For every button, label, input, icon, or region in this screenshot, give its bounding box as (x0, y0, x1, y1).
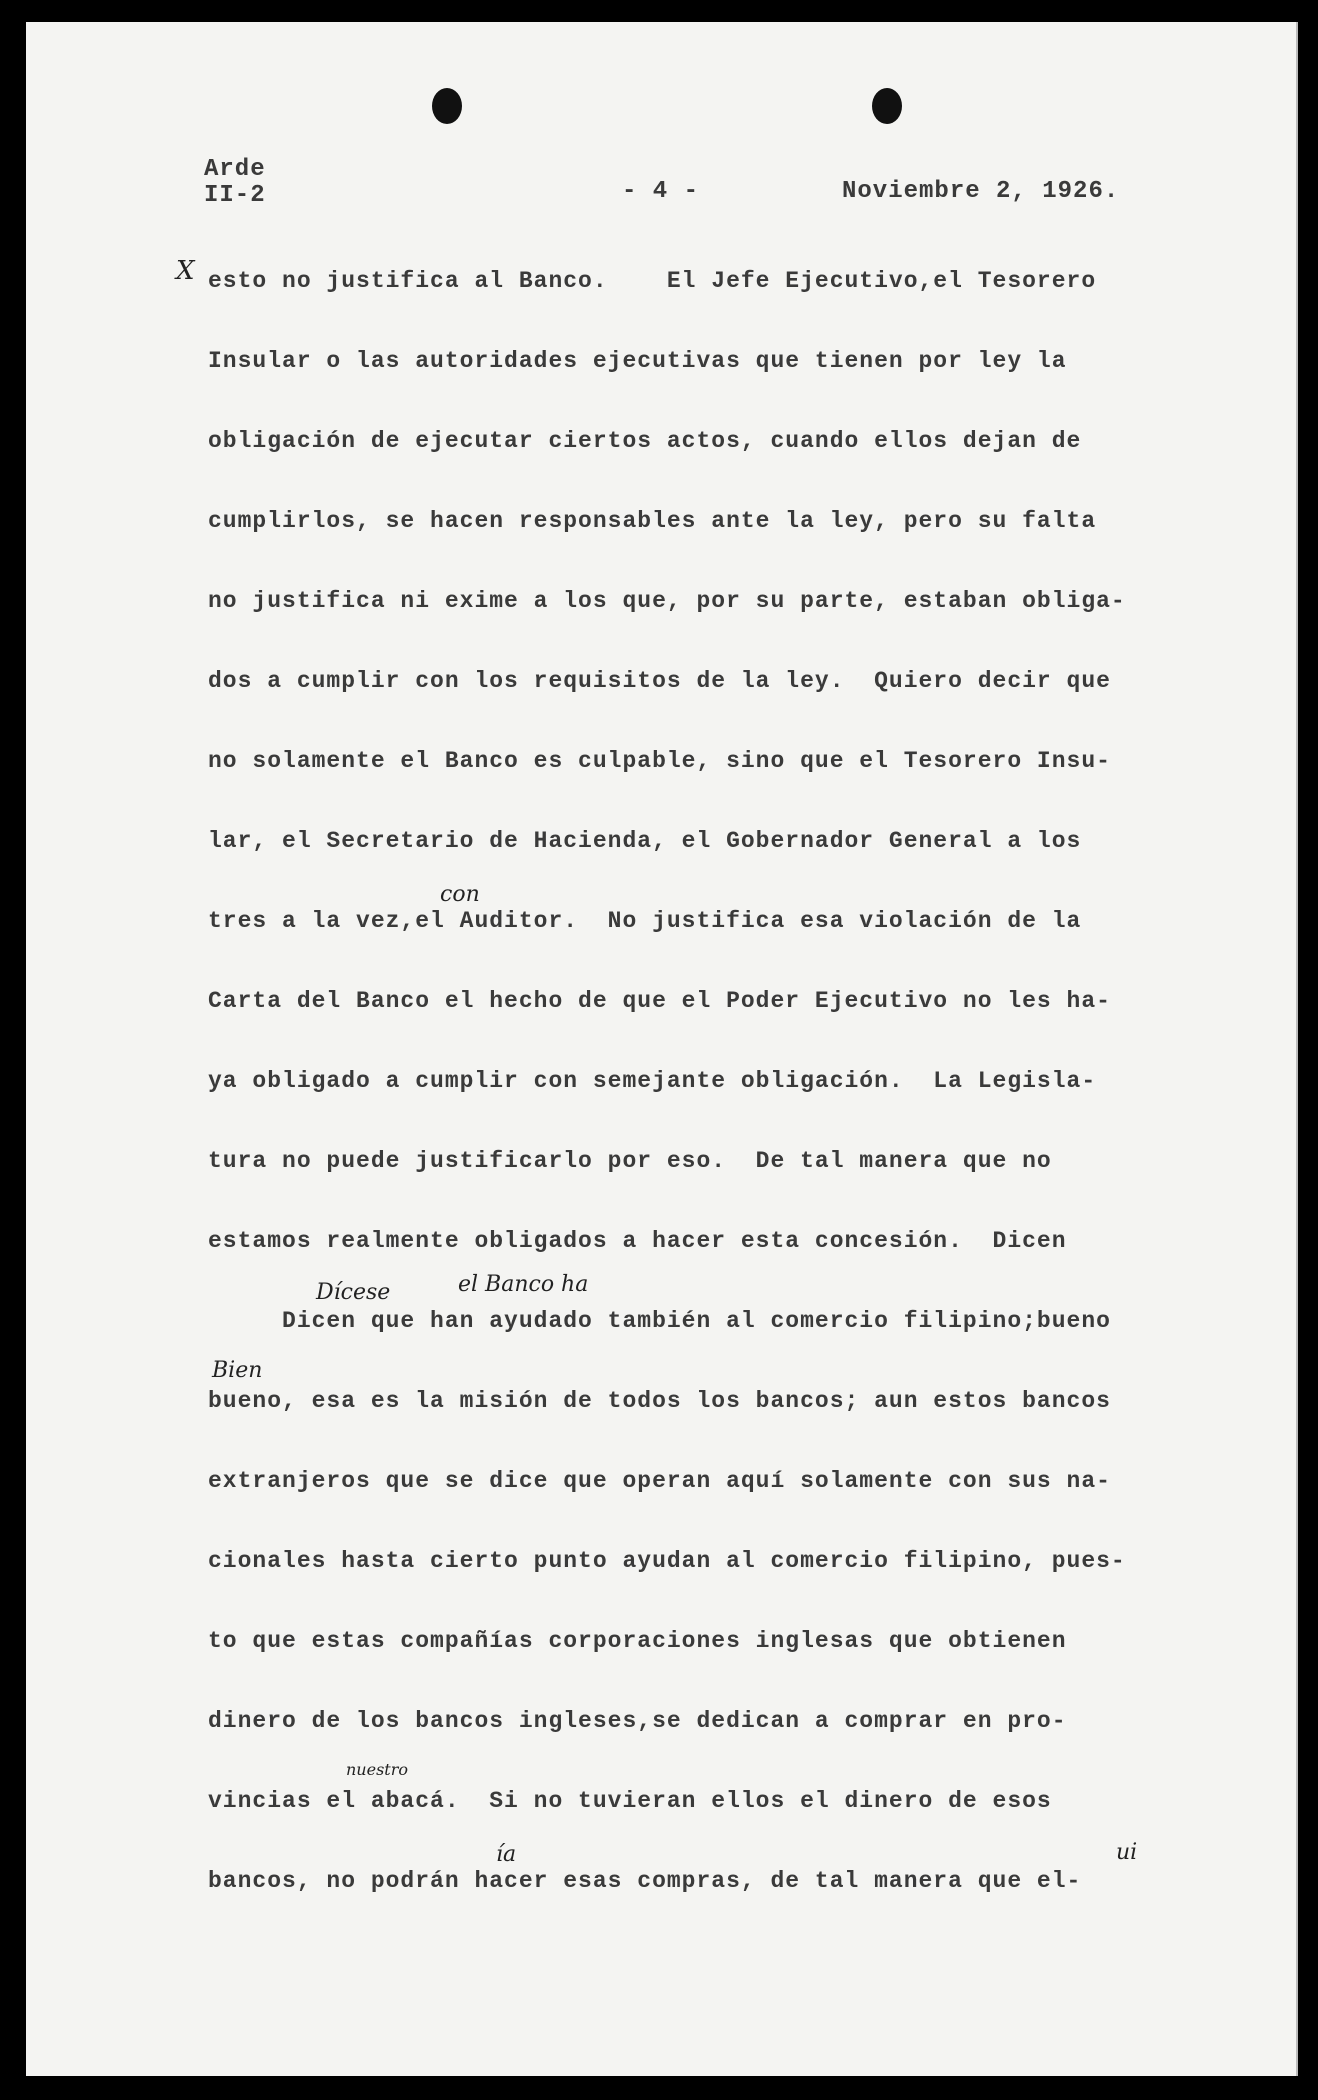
note-dicese: Dícese (316, 1280, 391, 1305)
page-number: - 4 - (622, 178, 700, 205)
note-bien: Bien (212, 1358, 263, 1383)
body-line-15: bueno, esa es la misión de todos los bancos; aun estos bancos (208, 1388, 1111, 1414)
header-date: Noviembre 2, 1926. (842, 178, 1120, 205)
note-el-banco-ha: el Banco ha (458, 1272, 589, 1297)
body-line-10: Carta del Banco el hecho de que el Poder Ejecutivo no les ha- (208, 988, 1111, 1014)
body-line-14: Dicen que han ayudado también al comercio filipino;bueno (208, 1308, 1111, 1334)
body-line-2: Insular o las autoridades ejecutivas que tienen por ley la (208, 348, 1067, 374)
note-ui: ui (1116, 1840, 1138, 1865)
body-line-18: to que estas compañías corporaciones inglesas que obtienen (208, 1628, 1067, 1654)
note-nuestro: nuestro (346, 1760, 408, 1779)
body-line-11: ya obligado a cumplir con semejante obligación. La Legisla- (208, 1068, 1097, 1094)
body-line-17: cionales hasta cierto punto ayudan al comercio filipino, pues- (208, 1548, 1126, 1574)
header-code-line1: Arde (204, 156, 266, 183)
body-line-3: obligación de ejecutar ciertos actos, cuando ellos dejan de (208, 428, 1082, 454)
body-line-1: esto no justifica al Banco. El Jefe Ejecutivo,el Tesorero (208, 268, 1097, 294)
punch-hole-right (872, 88, 902, 124)
body-line-20: vincias el abacá. Si no tuvieran ellos el dinero de esos (208, 1788, 1052, 1814)
body-line-19: dinero de los bancos ingleses,se dedican a comprar en pro- (208, 1708, 1067, 1734)
body-line-7: no solamente el Banco es culpable, sino que el Tesorero Insu- (208, 748, 1111, 774)
note-ia: ía (496, 1842, 517, 1867)
header-code-line2: II-2 (204, 182, 266, 209)
margin-mark: X (176, 256, 195, 286)
body-line-5: no justifica ni exime a los que, por su parte, estaban obliga- (208, 588, 1126, 614)
body-line-9: tres a la vez,el Auditor. No justifica esa violación de la (208, 908, 1082, 934)
punch-hole-left (432, 88, 462, 124)
body-line-8: lar, el Secretario de Hacienda, el Gobernador General a los (208, 828, 1082, 854)
body-line-4: cumplirlos, se hacen responsables ante la ley, pero su falta (208, 508, 1097, 534)
body-line-6: dos a cumplir con los requisitos de la ley. Quiero decir que (208, 668, 1111, 694)
body-line-12: tura no puede justificarlo por eso. De tal manera que no (208, 1148, 1052, 1174)
body-line-13: estamos realmente obligados a hacer esta concesión. Dicen (208, 1228, 1067, 1254)
note-con: con (440, 882, 480, 907)
document-page (26, 22, 1298, 2076)
body-line-16: extranjeros que se dice que operan aquí solamente con sus na- (208, 1468, 1111, 1494)
body-line-21: bancos, no podrán hacer esas compras, de tal manera que el- (208, 1868, 1082, 1894)
